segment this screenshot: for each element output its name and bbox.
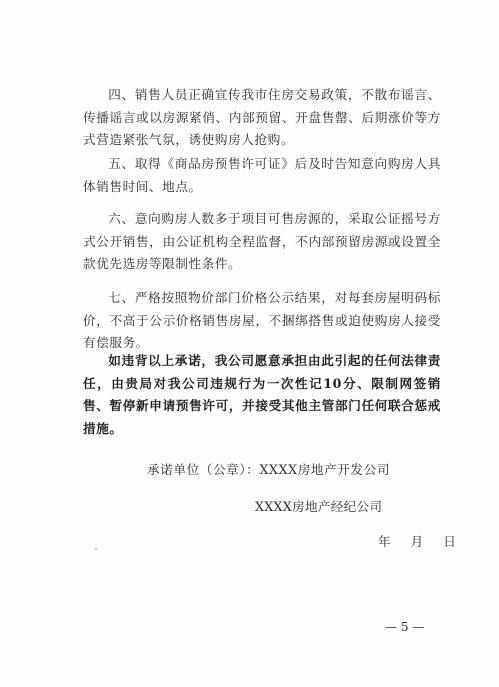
scan-speck xyxy=(95,548,97,550)
paragraph-item-5: 五、取得《商品房预售许可证》后及时告知意向购房人具体销售时间、地点。 xyxy=(83,156,441,194)
paragraph-item-6: 六、意向购房人数多于项目可售房源的，采取公证摇号方式公开销售，由公证机构全程监督，不内部预留房源或设置全款优先选房等限制性条件。 xyxy=(83,211,441,271)
signature-agency: XXXX房地产经纪公司 xyxy=(255,499,383,514)
paragraph-item-7: 七、严格按照物价部门价格公示结果，对每套房屋明码标价，不高于公示价格销售房屋，不捆绑搭售或迫使购房人接受有偿服务。 xyxy=(83,290,441,350)
paragraph-item-4: 四、销售人员正确宣传我市住房交易政策，不散布谣言、传播谣言或以房源紧俏、内部预留、开盘售罄、后期涨价等方式营造紧张气氛，诱使购房人抢购。 xyxy=(83,87,441,147)
date-line: 年 月 日 xyxy=(378,534,464,549)
commitment-paragraph: 如违背以上承诺，我公司愿意承担由此引起的任何法律责任，由贵局对我公司违规行为一次性记10分、限制网签销售、暂停新申请预售许可，并接受其他主管部门任何联合惩戒措施。 xyxy=(83,353,441,436)
page-number: — 5 — xyxy=(385,620,425,634)
signature-developer: 承诺单位（公章）：XXXX房地产开发公司 xyxy=(147,462,391,477)
